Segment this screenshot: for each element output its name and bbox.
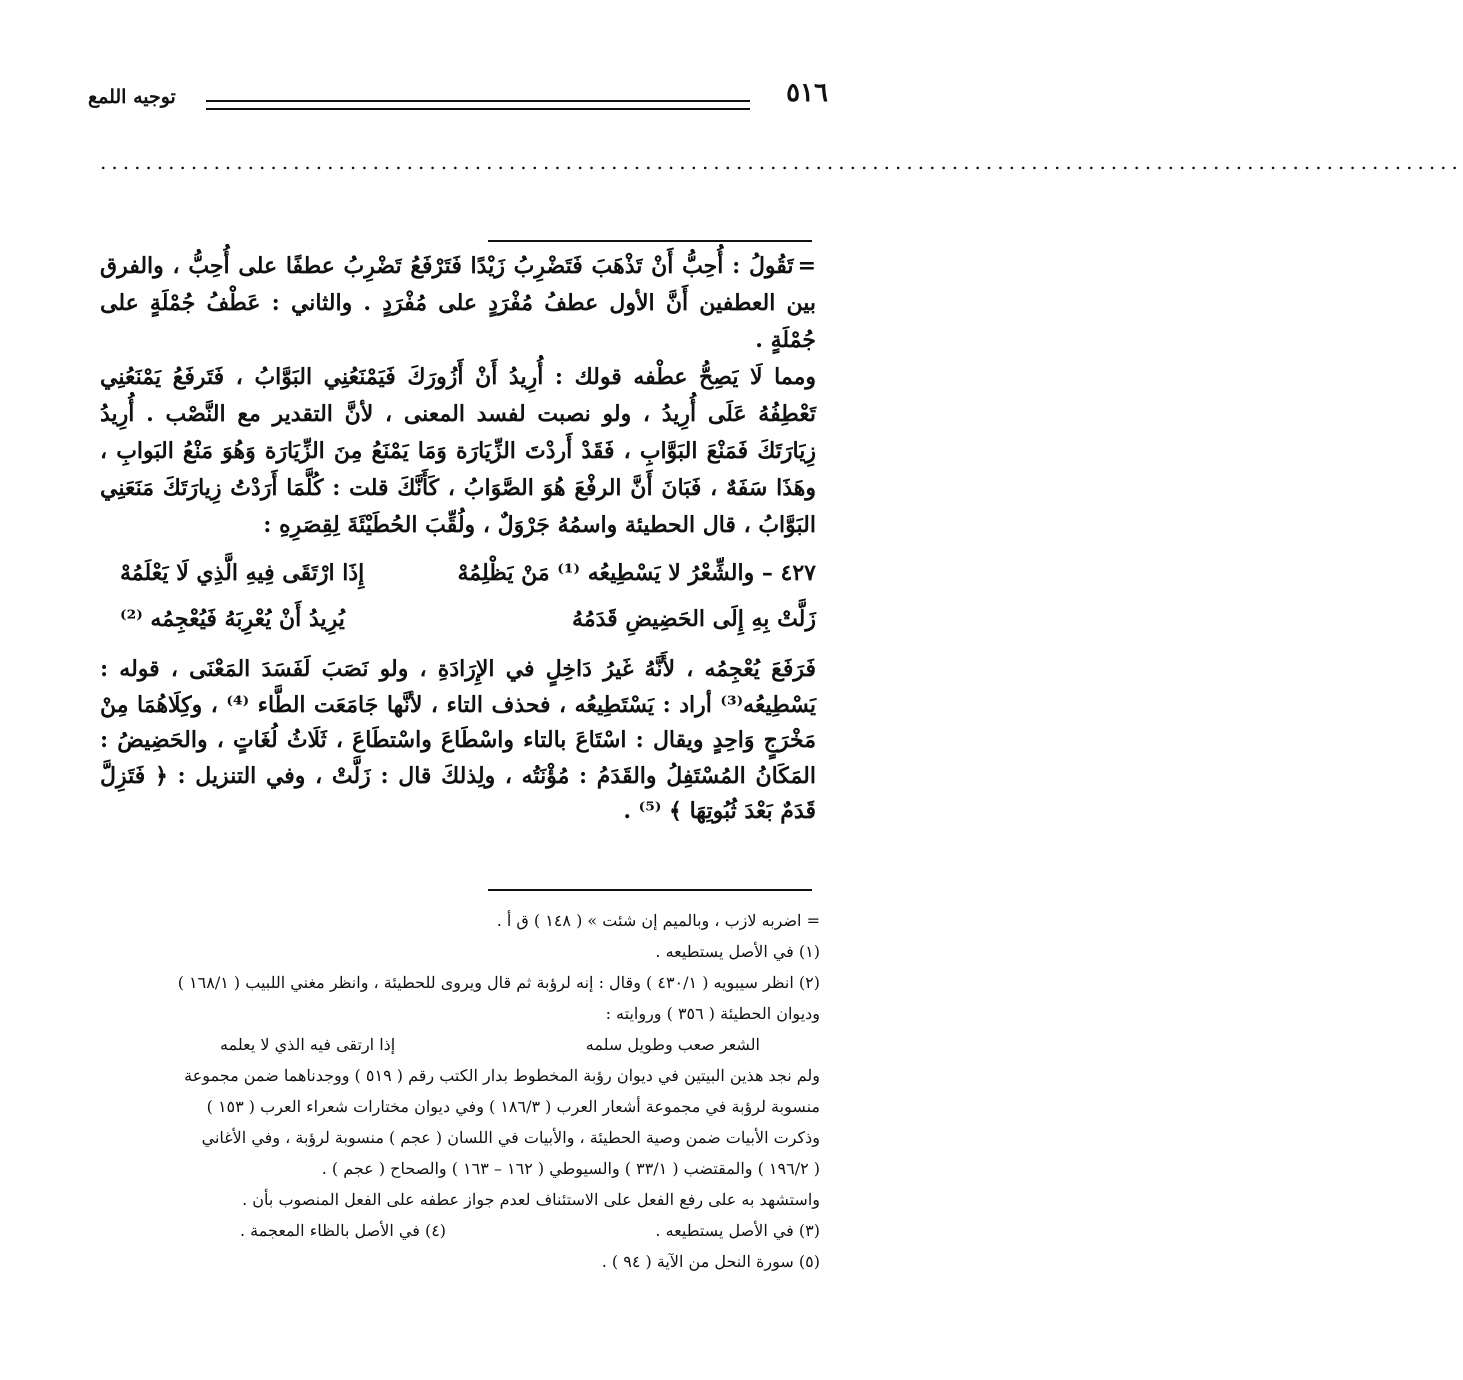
paragraph-text: تَقُولُ : أُحِبُّ أَنْ تَذْهَبَ فَتَضْرِبُ زَيْدًا فَتَرْفَعُ تَضْرِبُ عطفًا على أُحِبُّ ، والفرق بين العطفين أَنَّ الأول عطفُ مُفْرَدٍ على مُفْرَدٍ . والثاني : عَطْفُ جُمْلَةٍ على جُمْلَةٍ . (100, 253, 816, 353)
poem-hemistich: إِذَا ارْتَقَى فِيهِ الَّذِي لَا يَعْلَمُهْ (120, 560, 365, 586)
poem-hemistich: ٤٢٧ – والشِّعْرُ لا يَسْطِيعُه ⁽¹⁾ مَنْ يَظْلِمُهْ (457, 560, 816, 586)
poem-hemistich: يُرِيدُ أَنْ يُعْرِبَهُ فَيُعْجِمُه ⁽²⁾ (120, 606, 345, 632)
footnote-line: وديوان الحطيئة ( ٣٥٦ ) وروايته : (605, 1004, 820, 1023)
footnote-continuation: = اضربه لازب ، وبالميم إن شئت » ( ١٤٨ ) ق أ . (496, 911, 820, 930)
poem-line (120, 560, 816, 600)
footnotes (100, 905, 820, 1277)
main-text-after-poem (100, 652, 816, 830)
footnote: (٥) سورة النحل من الآية ( ٩٤ ) . (601, 1252, 820, 1271)
paragraph (100, 248, 816, 359)
footnote-line: واستشهد به على رفع الفعل على الاستئناف لعدم جواز عطفه على الفعل المنصوب بأن . (242, 1190, 820, 1209)
page-number: ٥١٦ (786, 78, 828, 108)
footnote-line: منسوبة لرؤبة في مجموعة أشعار العرب ( ١٨٦/٣ ) وفي ديوان مختارات شعراء العرب ( ١٥٣ ) (206, 1097, 820, 1116)
paragraph: فَرَفَعَ يُعْجِمُه ، لأَنَّهُ غَيرُ دَاخِلٍ في الإِرَادَةِ ، ولو نَصَبَ لَفَسَدَ المَعْنَى ، قوله : يَسْطِيعُه⁽³⁾ أراد : يَسْتَطِيعُه ، فحذف التاء ، لأنَّها جَامَعَت الطَّاء ⁽⁴⁾ ، وكِلَاهُمَا مِنْ مَخْرَجٍ وَاحِدٍ ويقال : اسْتَاعَ بالتاء واسْطَاعَ واسْتطَاعَ ، ثَلَاثُ لُغَاتٍ ، والحَضِيضُ : المَكَانُ المُسْتَفِلُ والقَدَمُ : مُؤْنَتُه ، ولِذلكَ قال : زَلَّتْ ، وفي التنزيل : ﴿ فَتَزِلَّ قَدَمٌ بَعْدَ ثُبُوتِهَا ﴾ ⁽⁵⁾ . (100, 656, 816, 824)
footnote: (٣) في الأصل يستطيعه . (655, 1221, 820, 1240)
poem-line (120, 606, 816, 646)
header-double-rule (206, 100, 750, 110)
footnote: (١) في الأصل يستطيعه . (655, 942, 820, 961)
footnote-rule (488, 889, 812, 891)
page-header (88, 78, 828, 118)
main-text (100, 248, 816, 544)
dotted-separator: ........................................................................................................................ (100, 150, 1463, 174)
footnote: (٤) في الأصل بالظاء المعجمة . (240, 1221, 447, 1240)
footnote-line: ( ١٩٦/٢ ) والمقتضب ( ٣٣/١ ) والسيوطي ( ١٦٢ – ١٦٣ ) والصحاح ( عجم ) . (321, 1159, 820, 1178)
footnote-line: ولم نجد هذين البيتين في ديوان رؤبة المخطوط بدار الكتب رقم ( ٥١٩ ) ووجدناهما ضمن مجموعة (184, 1066, 820, 1085)
footnote-pair (100, 1215, 820, 1246)
poem-hemistich: زَلَّتْ بِهِ إِلَى الحَضِيضِ قَدَمُهُ (572, 606, 816, 632)
footnote-hemistich: إذا ارتقى فيه الذي لا يعلمه (220, 1035, 396, 1054)
footnote-hemistich: الشعر صعب وطويل سلمه (585, 1035, 760, 1054)
footnote-line: وذكرت الأبيات ضمن وصية الحطيئة ، والأبيات في اللسان ( عجم ) منسوبة لرؤبة ، وفي الأغاني (201, 1128, 820, 1147)
continuation-rule (488, 240, 812, 242)
paragraph: ومما لَا يَصِحُّ عطْفه قولك : أُرِيدُ أَنْ أَزُورَكَ فَيَمْنَعُنِي البَوَّابُ ، فَتَرفَعُ يَمْنَعُنِي تَعْطِفُهُ عَلَى أُرِيدُ ، ولو نصبت لفسد المعنى ، لأنَّ التقدير مع النَّصْب . أُرِيدُ زِيَارَتَكَ فَمَنْعَ البَوَّابِ ، فَقَدْ أَردْتَ الزِّيَارَة وَمَا يَمْنَعُ مِنَ الزِّيَارَة وَهُوَ مَنْعُ البَوابِ ، وهَذَا سَفَهٌ ، فَبَانَ أَنَّ الرفْعَ هُوَ الصَّوَابُ ، كَأَنَّكَ قلت : كُلَّمَا أَرَدْتُ زِيارَتَكَ مَنَعَنِي البَوَّابُ ، قال الحطيئة واسمُهُ جَرْوَلٌ ، ولُقِّبَ الحُطَيْئَةَ لِقِصَرِهِ : (100, 364, 816, 538)
running-title: توجيه اللمع (88, 86, 176, 108)
footnote: (٢) انظر سيبويه ( ٤٣٠/١ ) وقال : إنه لرؤبة ثم قال ويروى للحطيئة ، وانظر مغني اللبيب ( ١٦٨/١ ) (177, 973, 820, 992)
footnote-poem-line (100, 1029, 820, 1060)
continuation-mark: = (797, 253, 816, 279)
